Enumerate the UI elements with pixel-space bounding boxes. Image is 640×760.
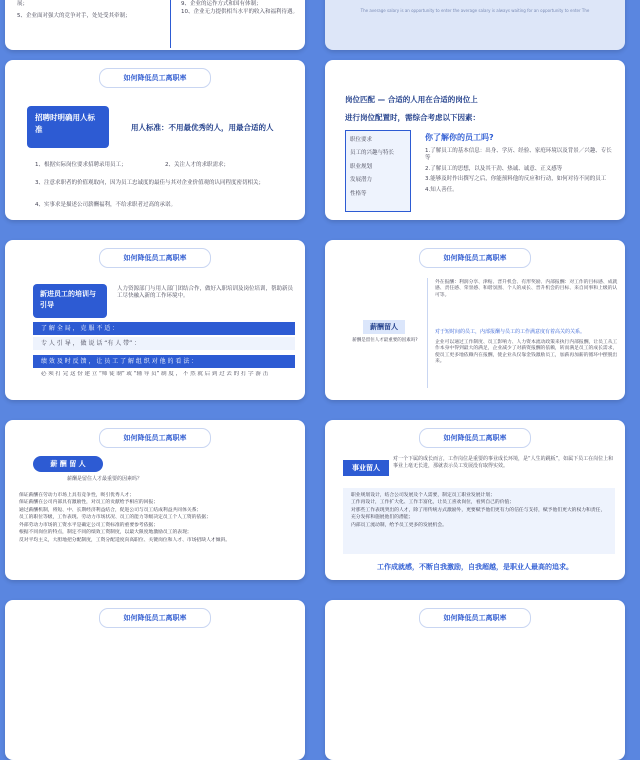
s3-heading: 用人标准：不用最优秀的人，用最合适的人 (131, 123, 274, 132)
s5-intro: 人力资源部门与用人部门团结合作，做好入职培训及岗位培训，帮助新员工尽快融入新的工作环境中。 (117, 286, 294, 300)
s7-item: 通过薪酬机制，将短、中、长期经济利益结合，促进公司与员工结成利益共同体关系； (19, 507, 202, 513)
s5-tag: 新进员工的培训与引导 (33, 284, 107, 318)
slide-2[interactable] (325, 0, 625, 50)
s4-answer: 2.了解员工的思想，以及其干劲、热诚、诚意、正义感等 (425, 165, 563, 172)
s7-item: 根据不同岗位的特点，制定不同的绩效工资制度，以最大限度地激励员工的表现； (19, 530, 192, 536)
s6-p1: 外在报酬：利润分享、津贴、晋升机会、有形奖励、内部报酬：对工作的目标感、成就感、责任感、荣誉感、和谐氛围、个人的成长、晋升机会的目标、来自同事和上级的认可等。 (435, 280, 618, 298)
s1-item-5: 5、企业面对强大的竞争对手，处处受其牵制； (17, 12, 131, 19)
s4-answer: 1.了解员工的基本信息：出身、学历、经验、家庭环境以及背景／兴趣、专长等 (425, 148, 612, 162)
s4-factor: 职业规划 (350, 163, 373, 170)
s7-item: 保证薪酬在劳动力市场上具有竞争性，吸引优秀人才； (19, 493, 135, 498)
s3-point-3: 3、注意求职者的价值观取向，因为员工忠诚度的最佳与其对企业价值观的认同程度密切相关； (35, 180, 265, 186)
s6-p2: 对于短时间的员工，内部报酬与员工的工作满意度有着高关的关系。 (435, 329, 586, 335)
s5-row-3: 绩 效 及 时 反 馈 ， 让 员 工 了 解 组 织 对 他 的 看 法 ： (33, 355, 295, 368)
s6-divider (427, 278, 428, 388)
s5-row-4: 必 须 打 完 这 份 建 立 “师 徒 制” 或 “辅 导 员” 制 度 ， 不 然 就 后 到 过 去 的 打 字 游 击 (41, 371, 269, 377)
s4-answer: 3.能够及时作出撰写之后，你能预料他的反应和行动，如何对待不同的员工 (425, 176, 607, 183)
slide-header: 如何降低员工离职率 (99, 248, 211, 268)
s5-row-2: 专 人 引 导 ， 做 说 话 “有 人 带” ： (33, 337, 295, 350)
s7-item: 外部劳动力市场的工资水平是确定公司工资标准的重要参考依据； (19, 522, 159, 528)
s3-point-4: 4、实事求是描述公司薪酬福利，不给求职者过高的承诺。 (35, 202, 177, 208)
s8-item: 工作再设计，工作扩大化、工作丰富化，让员工喜欢岗位，看到自己的价值； (351, 500, 515, 506)
s1-right-3: 10、企业无力提供相当水平的收入和福利待遇。 (181, 8, 299, 15)
s8-item: 内部员工流动制，给予员工更多的发展机会。 (351, 522, 447, 528)
slide-5[interactable] (5, 240, 305, 400)
s2-note: The average salary is an opportunity to enter the average salary is always waiting for an opportunity to enter The (360, 8, 590, 13)
slide-3[interactable] (5, 60, 305, 220)
s4-factor-box (345, 130, 411, 212)
s4-subtitle: 进行岗位配置时，需综合考虑以下因素： (345, 113, 480, 122)
s7-item: 保证薪酬在公司内部具有激励性，对员工的贡献给予相应的回报； (19, 500, 159, 506)
slide-9[interactable] (5, 600, 305, 760)
slide-4[interactable] (325, 60, 625, 220)
slide-header: 如何降低员工离职率 (419, 428, 531, 448)
s1-item-4: 展； (17, 1, 29, 8)
slide-8[interactable] (325, 420, 625, 580)
s7-list (19, 492, 295, 544)
s6-p3: 企业可以通过工作制度、员工影响力、人力资本流动政策来执行内部报酬，让员工从工作本身中得到最大的满足，企业减少了对薪资报酬的依赖，转而满足员工的成长需求，使员工更多地依赖内在报酬，使企业从仅靠金钱激励员工，加薪再加薪的循环中摆脱出来。 (435, 340, 618, 365)
s3-point-1: 1、根据实际岗位要求招聘录用员工； (35, 162, 127, 168)
slide-header: 如何降低员工离职率 (419, 248, 531, 268)
s7-item: 反对平均主义，大胆地把分配制度，工资分配适度向高职位、关键岗位和人才、市场招缺人才倾斜。 (19, 537, 231, 543)
s8-list (343, 488, 615, 554)
slide-header: 如何降低员工离职率 (99, 608, 211, 628)
s4-factor: 员工的兴趣与特长 (350, 150, 395, 157)
s1-right-2: 9、企业的运作方式和国有体制； (181, 1, 262, 8)
s4-factor: 发展潜力 (350, 177, 373, 184)
s4-factor: 性格等 (350, 190, 367, 197)
s5-row-1: 了 解 全 局 ， 克 服 不 适 ： (33, 322, 295, 335)
s3-tag: 招聘时明确用人标准 (27, 106, 109, 148)
s7-item: 员工的职位等级，工作表现、劳动力市场状况、员工的能力等级决定员工个人工资的依据； (19, 515, 211, 521)
s4-factor: 职位要求 (350, 137, 373, 143)
s8-intro: 对一个下属的成长而言，工作岗位是重要的事业成长环境，是“人生的跳板”，如属下员工在岗位上和事业上毫无长进，那就表示员工发展没有取得实效。 (393, 456, 614, 469)
s7-sub: 薪酬是留住人才最重要的因素吗？ (67, 476, 143, 482)
s4-answer: 4.知人善任。 (425, 186, 458, 193)
s8-item: 职业规划设计，结合公司发展及个人需要，制定员工职业发展计划； (351, 493, 495, 498)
s6-tag: 薪酬留人 (363, 320, 405, 334)
s3-point-2: 2、关注人才的求职需求； (165, 162, 230, 168)
slide-header: 如何降低员工离职率 (99, 68, 211, 88)
s6-sub: 薪酬是留住人才最重要的因素吗? (352, 338, 418, 343)
slide-7[interactable] (5, 420, 305, 580)
s4-question: 你了解你的员工吗? (425, 133, 494, 142)
s8-item: 对那些工作表现突出的人才，除了用传统方式激励外，更要赋予他们更有力的信任与支持，赋予他们更大的权力和责任，充分发挥和施展他们的潜能； (351, 507, 606, 521)
slide-1[interactable] (5, 0, 305, 50)
slide-header: 如何降低员工离职率 (99, 428, 211, 448)
slide-6[interactable] (325, 240, 625, 400)
slide-10[interactable] (325, 600, 625, 760)
slide-header: 如何降低员工离职率 (419, 608, 531, 628)
s8-tag: 事业留人 (343, 460, 389, 476)
s8-slogan: 工作成就感，不断自我激励，自我超越，是职业人最高的追求。 (377, 563, 573, 571)
s1-divider (170, 0, 171, 48)
s4-title: 岗位匹配 — 合适的人用在合适的岗位上 (345, 95, 478, 104)
s7-tag: 薪 酬 留 人 (33, 456, 103, 472)
